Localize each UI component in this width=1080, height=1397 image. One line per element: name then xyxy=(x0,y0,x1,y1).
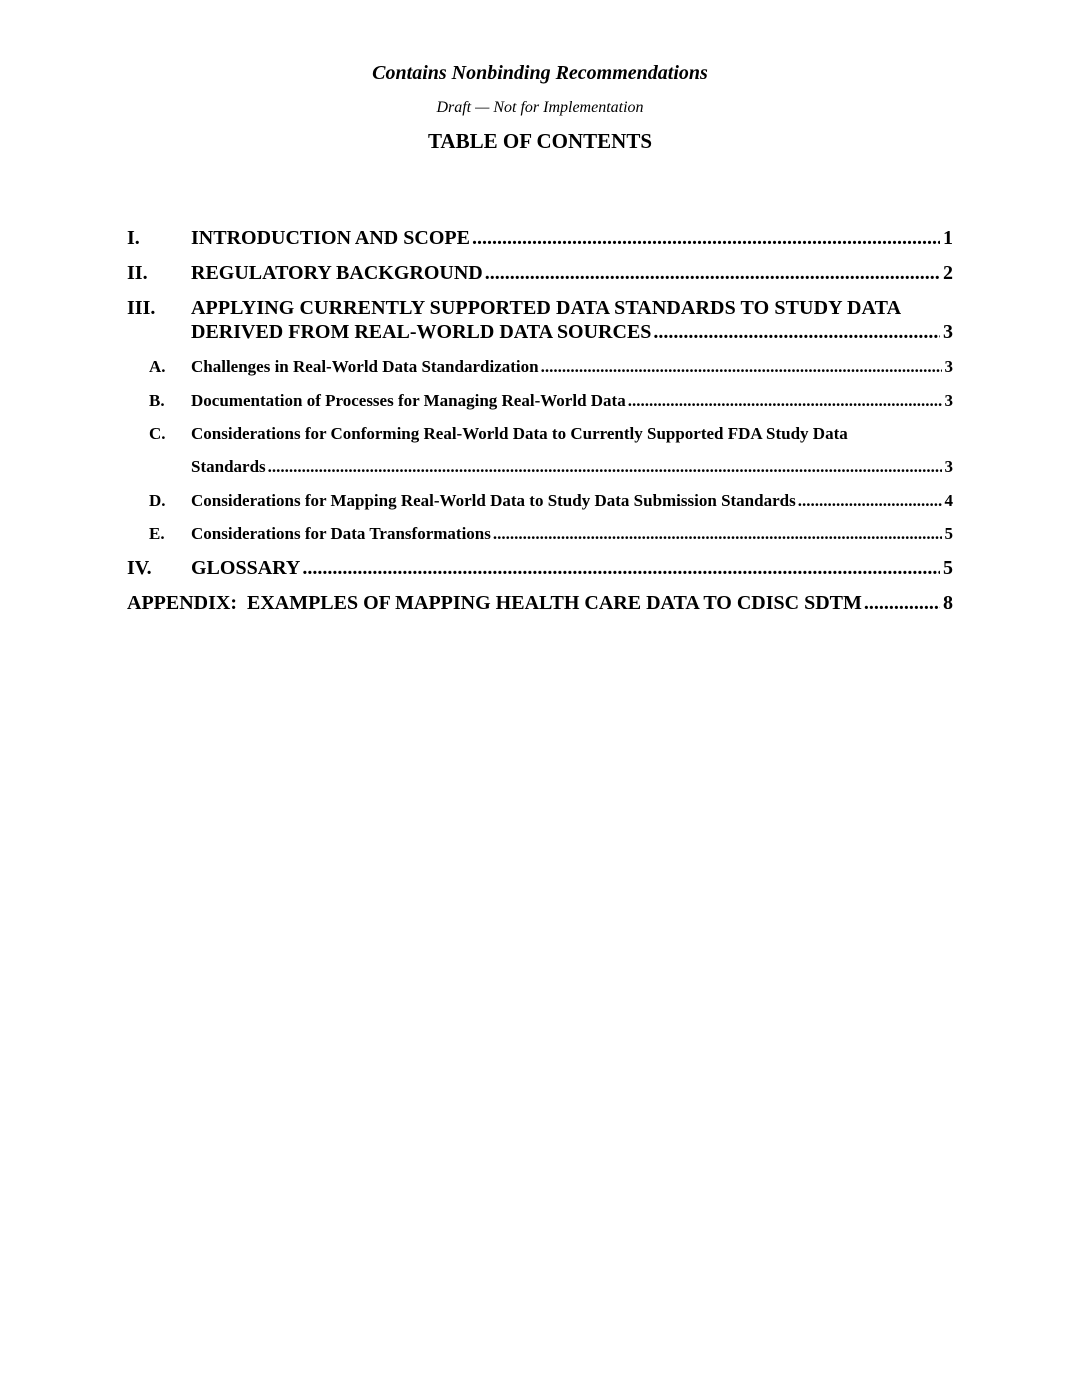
toc-entry-number: III. xyxy=(127,297,156,319)
document-header-title: Contains Nonbinding Recommendations xyxy=(372,62,708,84)
toc-entry-number: D. xyxy=(149,491,166,510)
toc-entry-title: Considerations for Mapping Real-World Data to Study Data Submission Standards xyxy=(191,491,796,510)
toc-entry-page: 3 xyxy=(944,457,953,476)
toc-entry-title-continued: Standards xyxy=(191,457,266,476)
toc-entry-page: 1 xyxy=(943,227,953,249)
toc-entry-page: 5 xyxy=(944,524,953,543)
toc-dot-leader xyxy=(864,592,940,615)
toc-dot-leader xyxy=(472,227,940,250)
toc-entry-title: Considerations for Conforming Real-World Data to Currently Supported FDA Study Data xyxy=(191,424,848,443)
toc-entry-page: 5 xyxy=(943,557,953,579)
toc-entry-title: GLOSSARY xyxy=(191,557,301,579)
toc-entry-conforming[interactable] xyxy=(191,457,953,477)
toc-entry-applying-standards[interactable] xyxy=(191,321,953,344)
toc-entry-challenges[interactable] xyxy=(149,357,953,377)
toc-entry-glossary[interactable] xyxy=(127,557,953,580)
toc-dot-leader xyxy=(302,557,940,580)
toc-entry-page: 3 xyxy=(943,321,953,343)
toc-dot-leader xyxy=(485,262,940,285)
toc-entry-number: IV. xyxy=(127,557,152,579)
toc-entry-title: Challenges in Real-World Data Standardization xyxy=(191,357,539,376)
toc-entry-number: A. xyxy=(149,357,166,376)
toc-entry-title-continued: DERIVED FROM REAL-WORLD DATA SOURCES xyxy=(191,321,652,343)
toc-heading: TABLE OF CONTENTS xyxy=(427,129,653,153)
toc-entry-title: INTRODUCTION AND SCOPE xyxy=(191,227,470,249)
toc-entry-transformations[interactable] xyxy=(149,524,953,544)
draft-notice: Draft — Not for Implementation xyxy=(436,99,644,116)
toc-entry-introduction[interactable] xyxy=(127,227,953,250)
toc-entry-number: C. xyxy=(149,424,166,443)
toc-entry-page: 3 xyxy=(944,357,953,376)
toc-dot-leader xyxy=(493,524,942,544)
toc-dot-leader xyxy=(628,391,942,411)
toc-entry-title: Documentation of Processes for Managing Real-World Data xyxy=(191,391,626,410)
toc-entry-number: B. xyxy=(149,391,165,410)
toc-entry-regulatory-background[interactable] xyxy=(127,262,953,285)
toc-entry-title: REGULATORY BACKGROUND xyxy=(191,262,483,284)
toc-entry-number: E. xyxy=(149,524,165,543)
toc-entry-title: Considerations for Data Transformations xyxy=(191,524,491,543)
toc-entry-page: 8 xyxy=(943,592,953,614)
toc-entry-page: 3 xyxy=(944,391,953,410)
toc-dot-leader xyxy=(541,357,942,377)
toc-dot-leader xyxy=(653,321,940,344)
toc-entry-title: APPLYING CURRENTLY SUPPORTED DATA STANDARDS TO STUDY DATA xyxy=(191,297,902,319)
toc-entry-appendix[interactable] xyxy=(127,592,953,615)
toc-dot-leader xyxy=(268,457,942,477)
toc-entry-page: 4 xyxy=(944,491,953,510)
toc-entry-title: APPENDIX: EXAMPLES OF MAPPING HEALTH CARE DATA TO CDISC SDTM xyxy=(127,592,862,614)
toc-dot-leader xyxy=(798,491,942,511)
toc-entry-documentation[interactable] xyxy=(149,391,953,411)
toc-entry-mapping[interactable] xyxy=(149,491,953,511)
toc-entry-number: II. xyxy=(127,262,148,284)
toc-entry-number: I. xyxy=(127,227,140,249)
toc-entry-page: 2 xyxy=(943,262,953,284)
